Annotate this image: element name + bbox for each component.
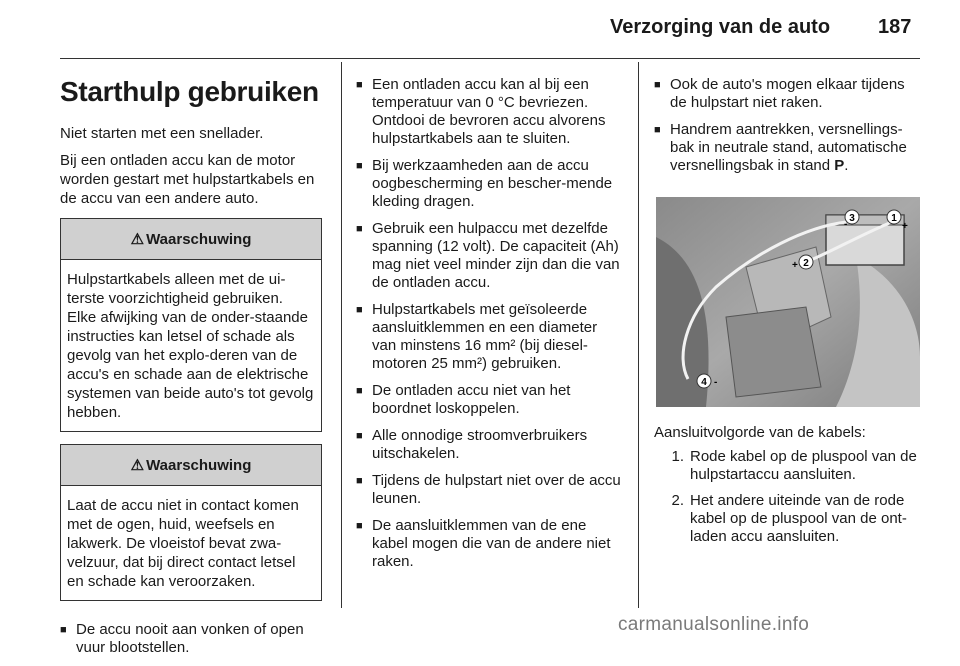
list-item-text: Hulpstartkabels met geïsoleerde aansluitklemmen en een diameter van minstens 16 mm² (bij diesel-motoren 25 mm²) gebruiken. (372, 301, 598, 372)
list-item (60, 621, 322, 657)
list-item-text: Gebruik een hulpaccu met dezelfde spanning (12 volt). De capaciteit (Ah) mag niet veel minder zijn dan die van de ontladen accu. (372, 220, 620, 291)
bullet-square-icon: ■ (356, 520, 363, 532)
list-item-text: De accu nooit aan vonken of open vuur blootstellen. (76, 621, 304, 656)
bullet-square-icon: ■ (356, 304, 363, 316)
list-item-text-part: Handrem aantrekken, versnellings-bak in neutrale stand, automatische versnellingsbak in stand (670, 121, 907, 174)
list-item-text: Alle onnodige stroomverbruikers uitschakelen. (372, 427, 588, 462)
column-divider (341, 62, 342, 608)
warning-box (60, 218, 322, 432)
bullet-square-icon: ■ (356, 475, 363, 487)
bullet-square-icon: ■ (356, 385, 363, 397)
engine-bay-photo (656, 197, 920, 407)
list-item-text (670, 121, 922, 175)
list-item (356, 301, 624, 373)
plus-label: + (902, 221, 908, 232)
jump-start-illustration (656, 197, 920, 407)
list-item (356, 427, 624, 463)
list-item-text: Een ontladen accu kan al bij een temperatuur van 0 °C bevriezen. Ontdooi de bevroren accu alvorens hulpstartkabels aan te sluiten. (372, 76, 606, 147)
step-text: Rode kabel op de pluspool van de hulpstartaccu aansluiten. (690, 448, 917, 483)
bullet-square-icon: ■ (654, 79, 661, 91)
engine-block (726, 307, 821, 397)
list-item-text: De ontladen accu niet van het boordnet loskoppelen. (372, 382, 571, 417)
callout-4-label: 4 (701, 377, 707, 388)
list-item (356, 76, 624, 148)
list-item-text: Ook de auto's mogen elkaar tijdens de hulpstart niet raken. (670, 76, 905, 111)
warning-header (61, 219, 321, 260)
section-title: Verzorging van de auto (610, 16, 831, 38)
list-item (356, 517, 624, 571)
column-right (654, 76, 922, 554)
list-item (654, 76, 922, 112)
warning-triangle-icon: ⚠ (130, 457, 145, 474)
bullet-square-icon: ■ (654, 124, 661, 136)
plus-label: + (792, 260, 798, 271)
minus-label: - (844, 219, 848, 230)
column-middle (356, 76, 624, 580)
numbered-step (654, 492, 922, 546)
bullet-square-icon: ■ (356, 160, 363, 172)
intro-paragraph: Niet starten met een snellader. (60, 125, 264, 142)
callout-1-label: 1 (891, 213, 897, 224)
warning-text: Laat de accu niet in contact komen met de ogen, huid, weefsels en lakwerk. De vloeistof bevat zwa-velzuur, dat bij direct contact letsel en schade kan veroorzaken. (67, 497, 299, 590)
list-item (356, 157, 624, 211)
callout-3-label: 3 (849, 213, 855, 224)
list-item-text: Tijdens de hulpstart niet over de accu leunen. (372, 472, 621, 507)
warning-triangle-icon: ⚠ (130, 231, 145, 248)
list-item (654, 121, 922, 175)
list-item (356, 472, 624, 508)
list-item (356, 220, 624, 292)
gear-position-label: P (834, 157, 845, 174)
warning-title: Waarschuwing (146, 230, 252, 248)
warning-text: Hulpstartkabels alleen met de ui-terste voorzichtigheid gebruiken. Elke afwijking van de onder-staande instructies kan letsel of schade als gevolg van het explo-deren van de accu's en schade aan de elektrische systemen van beide auto's tot gevolg hebben. (67, 271, 314, 421)
bullet-square-icon: ■ (356, 223, 363, 235)
callout-2-label: 2 (803, 258, 809, 269)
list-item (356, 382, 624, 418)
list-item-text: Bij werkzaamheden aan de accu oogbescherming en bescher-mende kleding dragen. (372, 157, 613, 210)
page-heading: Starthulp gebruiken (60, 76, 319, 107)
bullet-square-icon: ■ (356, 430, 363, 442)
bullet-square-icon: ■ (60, 624, 67, 636)
list-item-text-part: . (844, 157, 849, 174)
watermark: carmanualsonline.info (618, 614, 810, 635)
step-number: 1. (671, 448, 684, 465)
step-text: Het andere uiteinde van de rode kabel op de pluspool van de ont-laden accu aansluiten. (690, 492, 907, 545)
numbered-step (654, 448, 922, 484)
column-divider (638, 62, 639, 608)
sequence-heading: Aansluitvolgorde van de kabels: (654, 424, 866, 441)
warning-title: Waarschuwing (146, 456, 252, 474)
page-number: 187 (878, 16, 912, 38)
header-divider (60, 58, 920, 59)
minus-label: - (714, 377, 718, 388)
intro-paragraph: Bij een ontladen accu kan de motor worden gestart met hulpstartkabels en de accu van een andere auto. (60, 152, 315, 207)
column-left (60, 62, 322, 666)
list-item-text: De aansluitklemmen van de ene kabel mogen die van de andere niet raken. (372, 517, 611, 570)
step-number: 2. (671, 492, 684, 509)
warning-box (60, 444, 322, 601)
bullet-square-icon: ■ (356, 79, 363, 91)
warning-header (61, 445, 321, 486)
